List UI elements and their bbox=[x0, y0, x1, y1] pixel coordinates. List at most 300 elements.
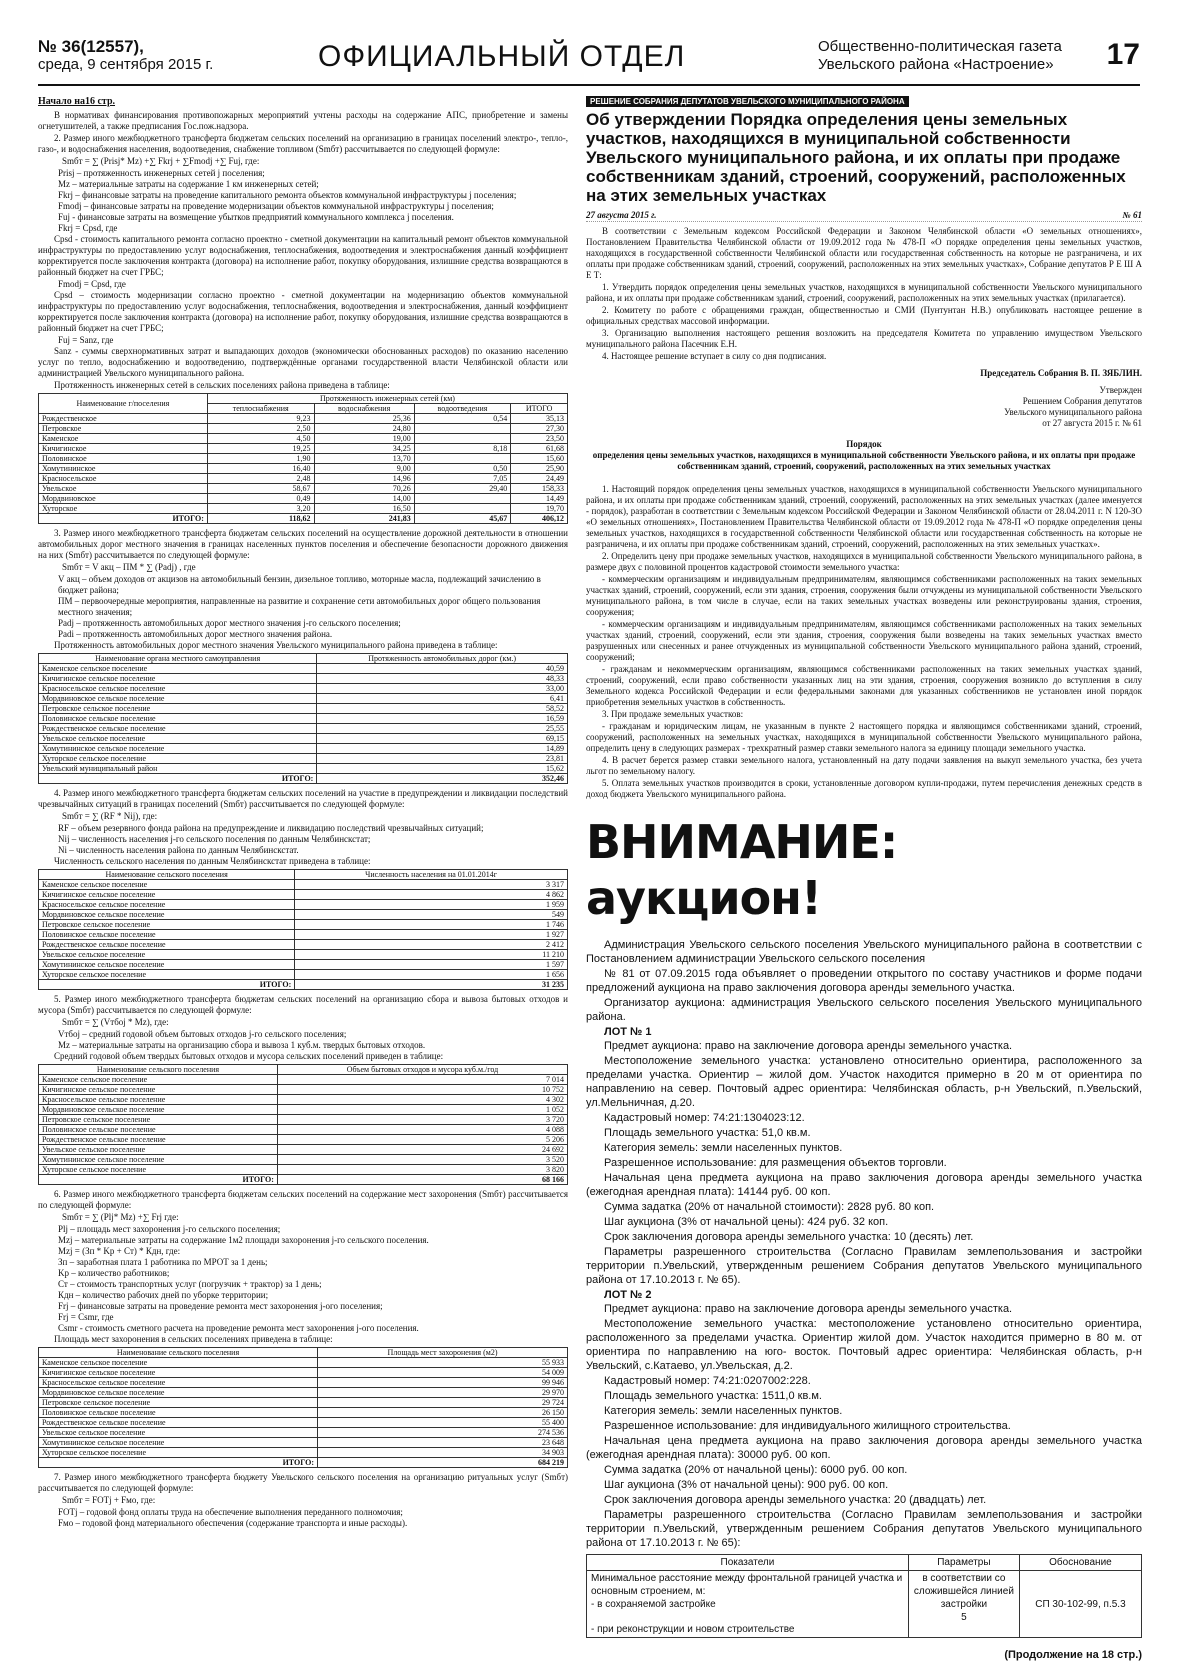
table-row bbox=[39, 1398, 568, 1408]
table-cell: Мордвиновское сельское поселение bbox=[39, 694, 317, 704]
table-cell: Рождественское сельское поселение bbox=[39, 1135, 278, 1145]
table-cell: 406,12 bbox=[511, 514, 568, 524]
table-cell: Каменское bbox=[39, 434, 208, 444]
table-cell: ИТОГО: bbox=[39, 1458, 318, 1468]
legend-line: Padi – протяженность автомобильных дорог местного значения района. bbox=[58, 629, 333, 639]
lot-line: Категория земель: земли населенных пунктов. bbox=[604, 1405, 843, 1417]
table-cell: 2,48 bbox=[207, 474, 314, 484]
table-total-row bbox=[39, 1458, 568, 1468]
table-cell: Кичигинское сельское поселение bbox=[39, 890, 295, 900]
table-cell: 19,00 bbox=[314, 434, 414, 444]
paragraph: - коммерческим организациям и индивидуальным предпринимателям, являющимся собственниками расположенных на таких земельных участках зданий, строений, сооружений, если эти здания, строения, сооружения были отчуждены из муниципальной собственности Увельского муниципального района, в том числе в случае, если на таких земельных участках возведены или реконструированы здания, строения, сооружения; bbox=[586, 574, 1142, 617]
table-cell bbox=[414, 434, 510, 444]
table-row bbox=[587, 1571, 1142, 1638]
table-cell: 14,49 bbox=[511, 494, 568, 504]
table-cell: 13,70 bbox=[314, 454, 414, 464]
table-cell: 27,30 bbox=[511, 424, 568, 434]
lot-line: Площадь земельного участка: 1511,0 кв.м. bbox=[604, 1390, 822, 1402]
table-row bbox=[39, 1408, 568, 1418]
column-header: Объем бытовых отходов и мусора куб.м./год bbox=[277, 1065, 567, 1075]
column-header: Площадь мест захоронения (м2) bbox=[318, 1348, 568, 1358]
legend-line: Fuj = Sanz, где bbox=[58, 335, 114, 345]
table-cell: Мордвиновское bbox=[39, 494, 208, 504]
table-cell: Хомутининское сельское поселение bbox=[39, 960, 295, 970]
table-cell: 1,90 bbox=[207, 454, 314, 464]
approval-line: от 27 августа 2015 г. № 61 bbox=[1042, 418, 1142, 428]
lot-line: Площадь земельного участка: 51,0 кв.м. bbox=[604, 1127, 811, 1139]
table-cell: Хуторское сельское поселение bbox=[39, 1448, 318, 1458]
table-row bbox=[39, 1145, 568, 1155]
table-cell: Хомутининское сельское поселение bbox=[39, 744, 317, 754]
paragraph: 2. Размер иного межбюджетного трансферта бюджетам сельских поселений на организацию в границах поселений электро-, тепло-, газо-, и водоснабжения населения, водоотведения, снабжение топливом (Smбт) рассчитывается по следующей формуле: bbox=[38, 133, 568, 154]
continued-from-note: Начало на16 стр. bbox=[38, 96, 116, 107]
table-cell: 7,05 bbox=[414, 474, 510, 484]
table-cell: Хуторское сельское поселение bbox=[39, 970, 295, 980]
paragraph: В нормативах финансирования противопожарных мероприятий учтены расходы на содержание АПС, приобретение и замены огнетушителей, а также предписания Гос.пож.надзора. bbox=[38, 110, 568, 131]
table-caption: Численность сельского населения по данным Челябинскстат приведена в таблице: bbox=[54, 856, 371, 866]
lot-line: Категория земель: земли населенных пунктов. bbox=[604, 1142, 843, 1154]
table-cell: Увельское сельское поселение bbox=[39, 734, 317, 744]
table-cell: 99 946 bbox=[318, 1378, 568, 1388]
networks-length-table bbox=[38, 393, 568, 524]
legend-line: FOTj – годовой фонд оплаты труда на обеспечение выполнения переданного полномочия; bbox=[58, 1507, 403, 1517]
legend-line: Frj – финансовые затраты на проведение ремонта мест захоронения j-ого поселения; bbox=[58, 1301, 383, 1311]
table-cell: 31 235 bbox=[295, 980, 568, 990]
table-cell: 15,60 bbox=[511, 454, 568, 464]
legend-line: Fmodj – финансовые затраты на проведение модернизации объектов коммунальной инфраструктуры j поселения; bbox=[58, 201, 494, 211]
table-row bbox=[39, 704, 568, 714]
table-cell bbox=[587, 1571, 909, 1638]
table-cell: ИТОГО: bbox=[39, 514, 208, 524]
table-cell: 25,36 bbox=[314, 414, 414, 424]
paragraph: Организатор аукциона: администрация Увельского сельского поселения Увельского муниципального района. bbox=[586, 997, 1142, 1023]
masthead-rule bbox=[38, 84, 1140, 86]
table-cell: Увельское сельское поселение bbox=[39, 1145, 278, 1155]
table-row bbox=[39, 484, 568, 494]
continued-on-note: (Продолжение на 18 стр.) bbox=[1004, 1649, 1142, 1661]
table-header-row bbox=[39, 654, 568, 664]
table-row bbox=[39, 764, 568, 774]
table-cell: 24,80 bbox=[314, 424, 414, 434]
table-row bbox=[39, 900, 568, 910]
lot-line: Начальная цена предмета аукциона на право заключения договора аренды земельного участка (ежегодная арендная плата): 14144 руб. 00 коп. bbox=[586, 1172, 1142, 1198]
table-row bbox=[39, 910, 568, 920]
table-cell: Кичигинское сельское поселение bbox=[39, 1085, 278, 1095]
legend-line: Csmr - стоимость сметного расчета на проведение ремонта мест захоронения j-ого поселения. bbox=[58, 1323, 419, 1333]
table-cell: Хомутининское сельское поселение bbox=[39, 1438, 318, 1448]
table-cell: 14,96 bbox=[314, 474, 414, 484]
table-cell: Половинское bbox=[39, 454, 208, 464]
table-cell: 4 302 bbox=[277, 1095, 567, 1105]
table-cell: 23,50 bbox=[511, 434, 568, 444]
newspaper-line-1: Общественно-политическая газета bbox=[818, 38, 1062, 55]
table-cell: 25,90 bbox=[511, 464, 568, 474]
paragraph: 4. В расчет берется размер ставки земельного налога, установленный на дату подачи заявления на выкуп земельного участка, без учета льгот по земельному налогу. bbox=[586, 755, 1142, 776]
paragraph: Администрация Увельского сельского поселения Увельского муниципального района в соответствии с Постановлением администрации Увельского сельского поселения bbox=[586, 939, 1142, 965]
table-cell: Рождественское сельское поселение bbox=[39, 940, 295, 950]
table-cell: 5 206 bbox=[277, 1135, 567, 1145]
table-cell: Каменское сельское поселение bbox=[39, 1358, 318, 1368]
table-header-row bbox=[39, 1065, 568, 1075]
table-cell: 4 862 bbox=[295, 890, 568, 900]
table-cell: 1 597 bbox=[295, 960, 568, 970]
column-header: водоснабжения bbox=[314, 404, 414, 414]
paragraph: 5. Оплата земельных участков производится в сроки, установленные договором купли-продажи, путем перечисления денежных средств в доход бюджета Увельского муниципального района. bbox=[586, 778, 1142, 799]
masthead bbox=[38, 36, 1140, 80]
table-cell: Рождественское сельское поселение bbox=[39, 724, 317, 734]
legend-line: Frj = Csmr, где bbox=[58, 1312, 114, 1322]
legend-line: Зп – заработная плата 1 работника по МРОТ за 1 день; bbox=[58, 1257, 268, 1267]
paragraph: 4. Настоящее решение вступает в силу со дня подписания. bbox=[602, 351, 827, 361]
table-cell: 14,89 bbox=[317, 744, 568, 754]
lot-line: Шаг аукциона (3% от начальной цены): 900 руб. 00 коп. bbox=[604, 1479, 889, 1491]
table-row bbox=[39, 474, 568, 484]
building-parameters-table bbox=[586, 1554, 1142, 1638]
lot-line: Шаг аукциона (3% от начальной цены): 424 руб. 32 коп. bbox=[604, 1216, 889, 1228]
paragraph: 2. Комитету по работе с обращениями граждан, общественностью и СМИ (Пунтунтан Н.В.) опубликовать настоящее решение в официальных средствах массовой информации. bbox=[586, 305, 1142, 326]
legend-line: Fмо – годовой фонд материального обеспечения (содержание транспорта и иные расходы). bbox=[58, 1518, 408, 1528]
table-header-row bbox=[587, 1555, 1142, 1571]
legend-line: Prisj – протяженность инженерных сетей j поселения; bbox=[58, 168, 265, 178]
table-cell: Каменское сельское поселение bbox=[39, 1075, 278, 1085]
table-row bbox=[39, 1388, 568, 1398]
table-cell: Половинское сельское поселение bbox=[39, 1125, 278, 1135]
table-cell: 7 014 bbox=[277, 1075, 567, 1085]
table-cell: 29 970 bbox=[318, 1388, 568, 1398]
legend-line: ПМ – первоочередные мероприятия, направленные на развитие и сохранение сети автомобильных дорог общего пользования местного значения; bbox=[58, 596, 541, 617]
legend-line: Кдн – количество рабочих дней по уборке территории; bbox=[58, 1290, 269, 1300]
table-cell: Увельское сельское поселение bbox=[39, 1428, 318, 1438]
decision-number: № 61 bbox=[1122, 210, 1142, 220]
table-cell: 684 219 bbox=[318, 1458, 568, 1468]
table-cell: Половинское сельское поселение bbox=[39, 714, 317, 724]
table-total-row bbox=[39, 1175, 568, 1185]
auction-banner: ВНИМАНИЕ: аукцион! bbox=[586, 815, 898, 925]
table-row bbox=[39, 1095, 568, 1105]
table-cell: 3 820 bbox=[277, 1165, 567, 1175]
column-header: Протяженность автомобильных дорог (км.) bbox=[317, 654, 568, 664]
lot-line: Кадастровый номер: 74:21:0207002:228. bbox=[604, 1375, 811, 1387]
table-row bbox=[39, 664, 568, 674]
table-cell: 61,68 bbox=[511, 444, 568, 454]
table-cell: 40,59 bbox=[317, 664, 568, 674]
lot-heading: ЛОТ № 1 bbox=[604, 1026, 652, 1038]
roads-length-table bbox=[38, 653, 568, 784]
table-cell: Петровское сельское поселение bbox=[39, 920, 295, 930]
paragraph: 6. Размер иного межбюджетного трансферта бюджетам сельских поселений на содержание мест захоронения (Smбт) рассчитывается по следующей формуле: bbox=[38, 1189, 568, 1210]
order-title-line: Порядок bbox=[846, 439, 882, 449]
table-row bbox=[39, 890, 568, 900]
table-row bbox=[39, 880, 568, 890]
table-cell: 1 656 bbox=[295, 970, 568, 980]
table-cell: ИТОГО: bbox=[39, 980, 295, 990]
table-row bbox=[39, 960, 568, 970]
indicator-text: - в сохраняемой застройке bbox=[591, 1599, 716, 1610]
burial-area-table bbox=[38, 1347, 568, 1468]
table-cell: 11 210 bbox=[295, 950, 568, 960]
table-caption: Средний годовой объем твердых бытовых отходов и мусора сельских поселений приведен в таблице: bbox=[54, 1051, 444, 1061]
table-row bbox=[39, 454, 568, 464]
table-cell: 274 536 bbox=[318, 1428, 568, 1438]
table-cell: 24 692 bbox=[277, 1145, 567, 1155]
formula-legend bbox=[38, 823, 568, 856]
table-cell: 1 052 bbox=[277, 1105, 567, 1115]
paragraph: 3. При продаже земельных участков: bbox=[602, 709, 744, 719]
table-cell: 9,23 bbox=[207, 414, 314, 424]
table-cell: Рождественское bbox=[39, 414, 208, 424]
legend-line: Fkrj = Cpsd, где bbox=[58, 223, 118, 233]
table-cell: 58,52 bbox=[317, 704, 568, 714]
table-row bbox=[39, 684, 568, 694]
table-cell: 118,62 bbox=[207, 514, 314, 524]
column-header: Наименование органа местного самоуправления bbox=[39, 654, 317, 664]
decision-dateline bbox=[586, 210, 1142, 222]
lot-line: Кадастровый номер: 74:21:1304023:12. bbox=[604, 1112, 805, 1124]
table-cell: 16,40 bbox=[207, 464, 314, 474]
table-cell: Каменское сельское поселение bbox=[39, 664, 317, 674]
table-row bbox=[39, 1368, 568, 1378]
formula: Smбт = ∑ (RF * Nij), где: bbox=[62, 811, 158, 821]
table-cell: Увельский муниципальный район bbox=[39, 764, 317, 774]
legend-line: Plj – площадь мест захоронения j-го сельского поселения; bbox=[58, 1224, 281, 1234]
table-caption: Протяженность автомобильных дорог местного значения Увельского муниципального района приведена в таблице: bbox=[54, 640, 498, 650]
indicator-text: - при реконструкции и новом строительстве bbox=[591, 1624, 795, 1635]
table-row bbox=[39, 1428, 568, 1438]
table-cell: 8,18 bbox=[414, 444, 510, 454]
table-cell bbox=[414, 424, 510, 434]
paragraph: В соответствии с Земельным кодексом Российской Федерации и Законом Челябинской области «О земельных отношениях», Постановлением Правительства Челябинской области от 19.09.2012 года № 478-П «О порядке определения цены земельных участков, находящихся в государственной собственности Челябинской области или государственная собственность на которые не разграничена, и их оплаты при продаже собственникам зданий, строений, сооружений, расположенных на этих земельных участках», Собрание депутатов Р Е Ш А Е Т: bbox=[586, 226, 1142, 280]
table-cell: 45,67 bbox=[414, 514, 510, 524]
table-row bbox=[39, 1155, 568, 1165]
table-cell: 25,55 bbox=[317, 724, 568, 734]
table-cell: Кичигинское bbox=[39, 444, 208, 454]
lot-line: Начальная цена предмета аукциона на право заключения договора аренды земельного участка (ежегодная арендная плата): 30000 руб. 00 коп. bbox=[586, 1435, 1142, 1461]
table-row bbox=[39, 734, 568, 744]
legend-line: Ni – численность населения района по данным Челябинскстат. bbox=[58, 845, 299, 855]
lot-line: Предмет аукциона: право на заключение договора аренды земельного участка. bbox=[604, 1303, 1013, 1315]
table-row bbox=[39, 444, 568, 454]
legend-line: Kp – количество работников; bbox=[58, 1268, 170, 1278]
table-row bbox=[39, 694, 568, 704]
paragraph: 3. Размер иного межбюджетного трансферта бюджетам сельских поселений на осуществление дорожной деятельности в отношении автомобильных дорог местного значения в границах населенных пунктов поселения и обеспечение безопасности дорожного движения на них (Smбт) рассчитывается по следующей формуле: bbox=[38, 528, 568, 560]
paragraph: 1. Утвердить порядок определения цены земельных участков, находящихся в муниципальной собственности Увельского муниципального района, и их оплаты при продаже собственникам зданий, строений, сооружений, расположенных на этих земельных участках (прилагается). bbox=[586, 282, 1142, 303]
table-cell: 3 720 bbox=[277, 1115, 567, 1125]
signature: Председатель Собрания В. П. ЗЯБЛИН. bbox=[980, 368, 1142, 378]
table-cell: 1 927 bbox=[295, 930, 568, 940]
population-table bbox=[38, 869, 568, 990]
formula: Smбт = ∑ (Plj* Mz) +∑ Frj где: bbox=[62, 1212, 179, 1222]
table-cell: Хуторское сельское поселение bbox=[39, 1165, 278, 1175]
table-row bbox=[39, 504, 568, 514]
table-row bbox=[39, 950, 568, 960]
table-cell: 10 752 bbox=[277, 1085, 567, 1095]
table-cell: Хомутининское сельское поселение bbox=[39, 1155, 278, 1165]
column-header: теплоснабжения bbox=[207, 404, 314, 414]
table-cell: Красносельское сельское поселение bbox=[39, 900, 295, 910]
table-header-row bbox=[39, 1348, 568, 1358]
paragraph: Cpsd – стоимость модернизации согласно проектно - сметной документации на модернизацию объектов коммунальной инфраструктуры по предоставлению услуг водоснабжения, теплоснабжения, водоотведения и электроснабжения, данный коэффициент корректируется после заключения контракта (договора) на исполнение работ, покупку оборудования, излишние средства возвращаются в районный бюджет на счет ГРБС; bbox=[38, 290, 568, 333]
table-caption: Площадь мест захоронения в сельских поселениях приведена в таблице: bbox=[54, 1334, 333, 1344]
table-cell: 16,59 bbox=[317, 714, 568, 724]
auction-notice bbox=[586, 938, 1142, 1638]
table-cell: 0,49 bbox=[207, 494, 314, 504]
column-header: Наименование сельского поселения bbox=[39, 1065, 278, 1075]
table-cell: Мордвиновское сельское поселение bbox=[39, 910, 295, 920]
table-cell: ИТОГО: bbox=[39, 774, 317, 784]
parameter-text: в соответствии со сложившейся линией застройки bbox=[913, 1573, 1014, 1610]
table-cell: 549 bbox=[295, 910, 568, 920]
table-cell: Кичигинское сельское поселение bbox=[39, 674, 317, 684]
table-row bbox=[39, 744, 568, 754]
table-cell: 1 746 bbox=[295, 920, 568, 930]
approval-line: Решением Собрания депутатов bbox=[1022, 396, 1142, 406]
paragraph: - гражданам и некоммерческим организациям, являющимся собственниками расположенных на таких земельных участках зданий, строений, сооружений, если право собственности указанных лиц на эти здания, строения, сооружения возникло до вступления в силу Земельного кодекса Российской Федерации и если федеральными законами для указанных собственников не установлен иной порядок приобретения земельных участков в собственность. bbox=[586, 664, 1142, 707]
table-row bbox=[39, 1115, 568, 1125]
column-header: ИТОГО bbox=[511, 404, 568, 414]
table-cell: 29 724 bbox=[318, 1398, 568, 1408]
lot-line: Срок заключения договора аренды земельного участка: 20 (двадцать) лет. bbox=[604, 1494, 987, 1506]
newspaper-line-2: Увельского района «Настроение» bbox=[818, 56, 1054, 73]
table-cell: Красносельское сельское поселение bbox=[39, 1095, 278, 1105]
table-row bbox=[39, 1448, 568, 1458]
table-total-row bbox=[39, 980, 568, 990]
paragraph: 5. Размер иного межбюджетного трансферта бюджетам сельских поселений на организацию сбора и вывоза бытовых отходов и мусора (Smбт) рассчитывается по следующей формуле: bbox=[38, 994, 568, 1015]
formula-legend bbox=[38, 1029, 568, 1051]
formula: Smбт = ∑ (Vтбоj * Mz), где: bbox=[62, 1017, 169, 1027]
table-cell: Увельское сельское поселение bbox=[39, 950, 295, 960]
table-row bbox=[39, 434, 568, 444]
table-row bbox=[39, 724, 568, 734]
table-cell: Мордвиновское сельское поселение bbox=[39, 1388, 318, 1398]
table-cell: Петровское сельское поселение bbox=[39, 1115, 278, 1125]
lot-line: Разрешенное использование: для размещения объектов торговли. bbox=[604, 1157, 947, 1169]
table-cell: 14,00 bbox=[314, 494, 414, 504]
decision-headline: Об утверждении Порядка определения цены земельных участков, находящихся в муниципальной собственности Увельского муниципального района, и их оплаты при продаже собственникам зданий, строений, сооружений, расположенных на этих земельных участках bbox=[586, 110, 1126, 205]
legend-line: V акц – объем доходов от акцизов на автомобильный бензин, дизельное топливо, моторные масла, подлежащий зачислению в бюджет района; bbox=[58, 574, 541, 595]
legend-line: Ст – стоимость транспортных услуг (погрузчик + трактор) за 1 день; bbox=[58, 1279, 322, 1289]
table-cell: 69,15 bbox=[317, 734, 568, 744]
decision-kicker: РЕШЕНИЕ СОБРАНИЯ ДЕПУТАТОВ УВЕЛЬСКОГО МУНИЦИПАЛЬНОГО РАЙОНА bbox=[586, 96, 909, 107]
table-row bbox=[39, 1125, 568, 1135]
table-cell: 2,50 bbox=[207, 424, 314, 434]
table-cell bbox=[908, 1571, 1019, 1638]
paragraph: № 81 от 07.09.2015 года объявляет о проведении открытого по составу участников и форме подачи предложений аукциона на право заключения договора аренды земельного участка. bbox=[586, 968, 1142, 994]
lot-line: Параметры разрешенного строительства (Согласно Правилам землепользования и застройки территории п.Увельский, утвержденным решением Собрания депутатов Увельского муниципального района от 17.10.2013 г. № 65). bbox=[586, 1246, 1142, 1286]
issue-date: среда, 9 сентября 2015 г. bbox=[38, 56, 214, 73]
lot-line: Параметры разрешенного строительства (Согласно Правилам землепользования и застройки территории п.Увельский, утвержденным решением Собрания депутатов Увельского муниципального района от 17.10.2013 г. № 65): bbox=[586, 1509, 1142, 1549]
table-cell: 3,20 bbox=[207, 504, 314, 514]
lot-line: Сумма задатка (20% от начальной цены): 6000 руб. 00 коп. bbox=[604, 1464, 908, 1476]
section-title: ОФИЦИАЛЬНЫЙ ОТДЕЛ bbox=[318, 40, 686, 73]
table-row bbox=[39, 970, 568, 980]
table-cell: Хомутининское bbox=[39, 464, 208, 474]
table-header-row bbox=[39, 870, 568, 880]
table-row bbox=[39, 1358, 568, 1368]
table-cell bbox=[414, 494, 510, 504]
table-cell: 70,26 bbox=[314, 484, 414, 494]
table-cell: 23,81 bbox=[317, 754, 568, 764]
table-cell: 68 166 bbox=[277, 1175, 567, 1185]
table-row bbox=[39, 414, 568, 424]
table-total-row bbox=[39, 774, 568, 784]
legend-line: Vтбоj – средний годовой объем бытовых отходов j-го сельского поселения; bbox=[58, 1029, 347, 1039]
table-cell: 34,25 bbox=[314, 444, 414, 454]
column-header: водоотведения bbox=[414, 404, 510, 414]
approval-stamp bbox=[586, 385, 1142, 429]
table-cell: 55 933 bbox=[318, 1358, 568, 1368]
table-cell: СП 30-102-99, п.5.3 bbox=[1019, 1571, 1141, 1638]
table-cell: Красносельское сельское поселение bbox=[39, 1378, 318, 1388]
legend-line: Nij – численность населения j-го сельского поселения по данным Челябинскстат; bbox=[58, 834, 371, 844]
table-cell: 3 520 bbox=[277, 1155, 567, 1165]
waste-volume-table bbox=[38, 1064, 568, 1185]
legend-line: Fkrj – финансовые затраты на проведение капитального ремонта объектов коммунальной инфраструктуры j поселения; bbox=[58, 190, 517, 200]
paragraph: 4. Размер иного межбюджетного трансферта бюджетам сельских поселений на участие в предупреждении и ликвидации последствий чрезвычайных ситуаций в границах поселений (Smбт) рассчитывается по следующей формуле: bbox=[38, 788, 568, 809]
table-cell: Петровское сельское поселение bbox=[39, 704, 317, 714]
table-cell: 33,00 bbox=[317, 684, 568, 694]
table-cell: 4,50 bbox=[207, 434, 314, 444]
lot-heading: ЛОТ № 2 bbox=[604, 1289, 652, 1301]
lot-line: Местоположение земельного участка: установлено относительно ориентира, расположенного за пределами участка. Ориентир – жилой дом. Участок находится примерно в 20 м от ориентира по направлению на север. Почтовый адрес ориентира: Челябинская область, р-н Увельский, п.Увельский, ул.Мельничная, д.20. bbox=[586, 1055, 1142, 1109]
table-cell: 19,25 bbox=[207, 444, 314, 454]
formula-legend bbox=[38, 574, 568, 640]
formula: Smбт = FOTj + Fмо, где: bbox=[62, 1495, 156, 1505]
paragraph: 3. Организацию выполнения настоящего решения возложить на председателя Комитета по управлению имуществом Увельского муниципального района Пасечник Е.Н. bbox=[586, 328, 1142, 349]
lot-line: Срок заключения договора аренды земельного участка: 10 (десять) лет. bbox=[604, 1231, 974, 1243]
paragraph: 1. Настоящий порядок определения цены земельных участков, находящихся в муниципальной собственности Увельского муниципального района, и их оплаты при продаже собственникам зданий, строений, сооружений, расположенных на этих земельных участках (далее именуется - порядок), разработан в соответствии с Земельным кодексом Российской Федерации и Законом Челябинской области от 28.04.2011 г. N 120-ЗО «О земельных отношениях», Постановлением Правительства Челябинской области от 19.09.2012 года № 478-П «О порядке определения цены земельных участков, находящихся в государственной собственности Челябинской области или государственная собственность на которые не разграничена, и их оплаты при продаже собственникам зданий, строений, сооружений, расположенных на этих земельных участках». bbox=[586, 484, 1142, 549]
table-row bbox=[39, 920, 568, 930]
table-cell: 55 400 bbox=[318, 1418, 568, 1428]
table-total-row bbox=[39, 514, 568, 524]
table-cell: 29,40 bbox=[414, 484, 510, 494]
table-cell: 54 009 bbox=[318, 1368, 568, 1378]
table-cell bbox=[414, 504, 510, 514]
table-cell: Увельское bbox=[39, 484, 208, 494]
column-header: Наименование сельского поселения bbox=[39, 870, 295, 880]
table-cell: 0,54 bbox=[414, 414, 510, 424]
table-cell: 1 959 bbox=[295, 900, 568, 910]
table-cell: 34 903 bbox=[318, 1448, 568, 1458]
issue-info bbox=[38, 38, 213, 74]
table-cell: Красносельское сельское поселение bbox=[39, 684, 317, 694]
table-row bbox=[39, 1075, 568, 1085]
table-cell: 58,67 bbox=[207, 484, 314, 494]
table-row bbox=[39, 940, 568, 950]
table-cell: Каменское сельское поселение bbox=[39, 880, 295, 890]
table-row bbox=[39, 1165, 568, 1175]
table-row bbox=[39, 1135, 568, 1145]
table-cell: 48,33 bbox=[317, 674, 568, 684]
table-row bbox=[39, 494, 568, 504]
table-cell: Мордвиновское сельское поселение bbox=[39, 1105, 278, 1115]
legend-line: Mz – материальные затраты на содержание 1 км инженерных сетей; bbox=[58, 179, 319, 189]
lot-line: Разрешенное использование: для индивидуального жилищного строительства. bbox=[604, 1420, 1011, 1432]
table-row bbox=[39, 1105, 568, 1115]
left-column bbox=[38, 96, 568, 1529]
column-header: Численность населения на 01.01.2014г bbox=[295, 870, 568, 880]
table-header-row bbox=[39, 394, 568, 404]
table-cell: 158,33 bbox=[511, 484, 568, 494]
legend-line: RF – объем резервного фонда района на предупреждение и ликвидацию последствий чрезвычайных ситуаций; bbox=[58, 823, 484, 833]
table-cell: 2 412 bbox=[295, 940, 568, 950]
legend-line: Mzj = (Зп * Kp + Cт) * Кдн, где: bbox=[58, 1246, 181, 1256]
table-cell: Половинское сельское поселение bbox=[39, 1408, 318, 1418]
lot-line: Местоположение земельного участка: местоположение установлено относительно ориентира, расположенного за пределами участка. Ориентир жилой дом. Участок находится примерно в 80 м. от ориентира по направлению на юго- восток. Почтовый адрес ориентира: Челябинская область, р-н Увельский, с.Катаево, ул.Увельская, д.2. bbox=[586, 1318, 1142, 1372]
table-caption: Протяженность инженерных сетей в сельских поселениях района приведена в таблице: bbox=[54, 380, 390, 390]
table-cell bbox=[414, 454, 510, 464]
formula-legend bbox=[38, 1507, 568, 1529]
paragraph: 7. Размер иного межбюджетного трансферта бюджету Увельского сельского поселения на организацию ритуальных услуг (Smбт) рассчитывается по следующей формуле: bbox=[38, 1472, 568, 1493]
